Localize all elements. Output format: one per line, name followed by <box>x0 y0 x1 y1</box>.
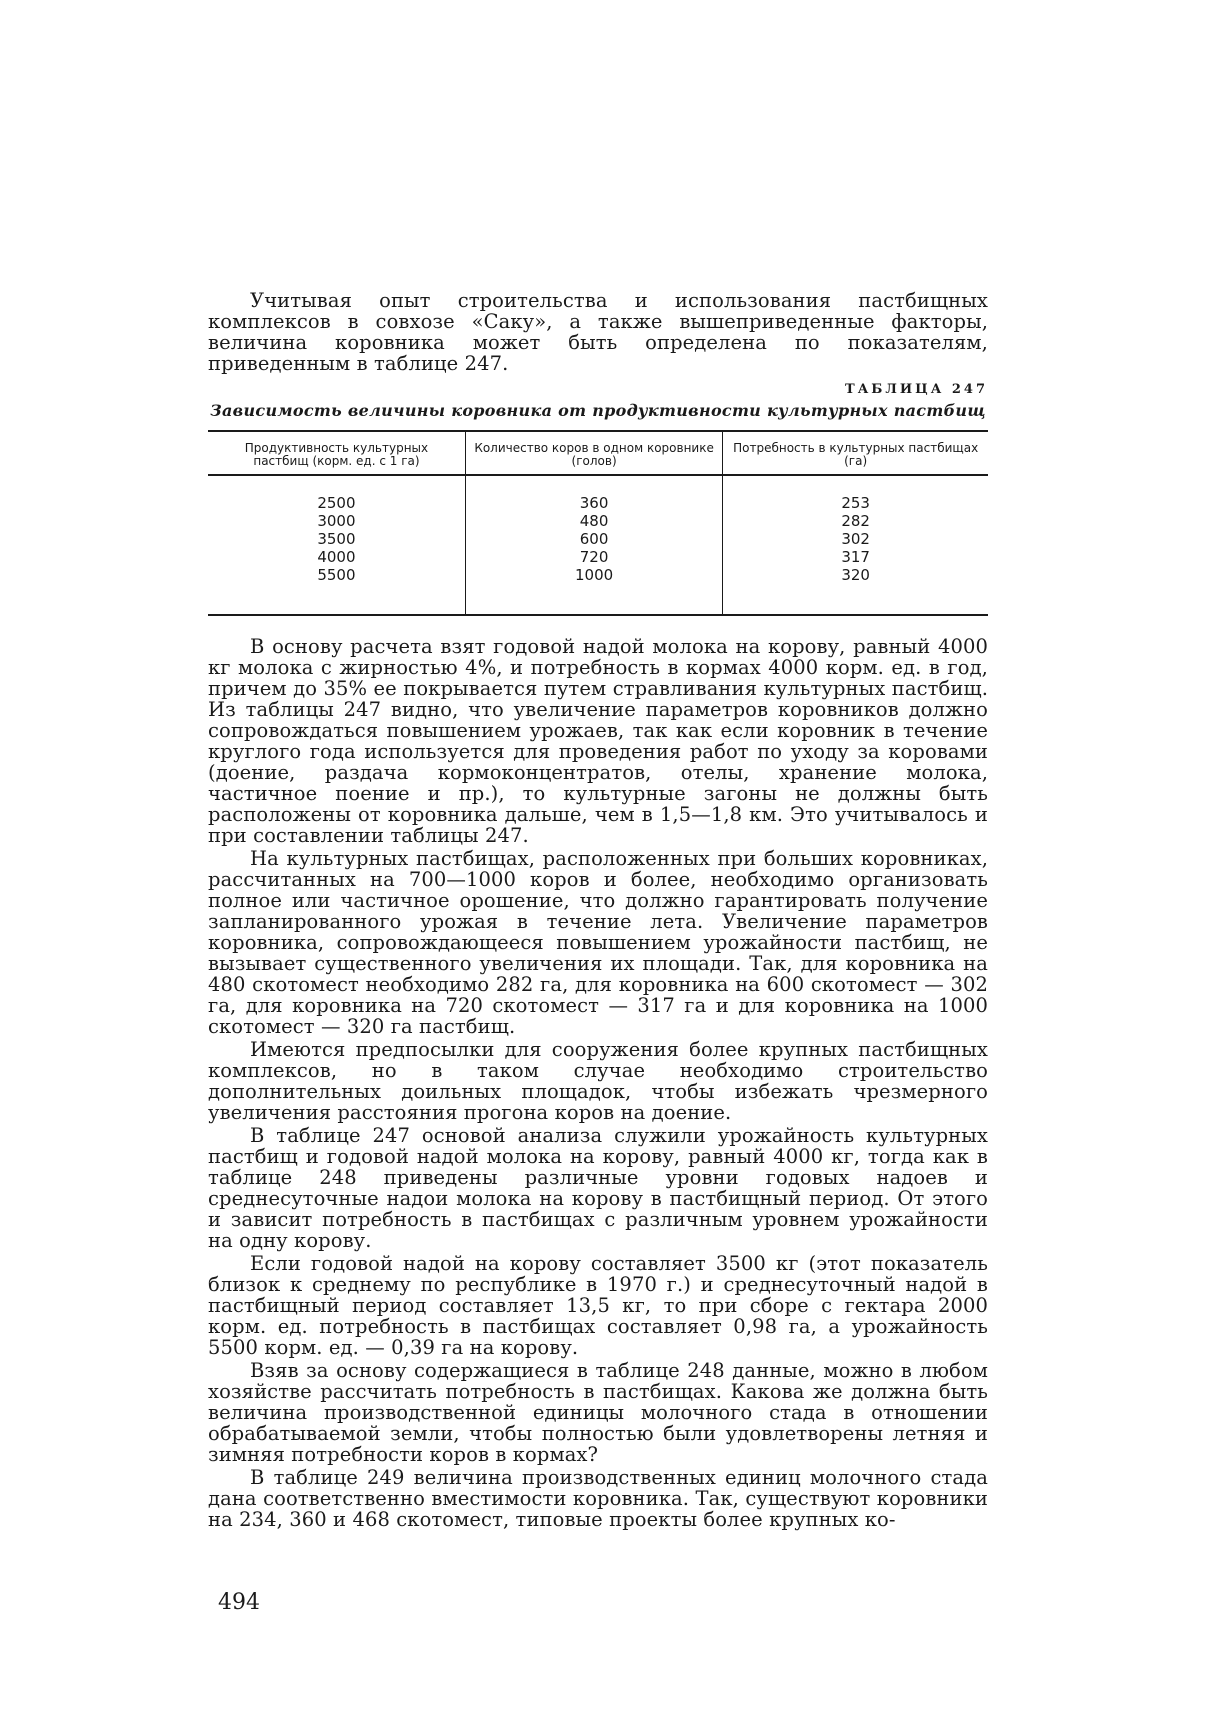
table-cell: 480 <box>579 512 609 530</box>
table-cell: 302 <box>841 530 870 548</box>
body-paragraph: В основу расчета взят годовой надой молока на корову, равный 4000 кг молока с жирностью 4%, и потребность в кормах 4000 корм. ед. в год, причем до 35% ее покрывается путем стравливания культурных пастбищ. Из таблицы 247 видно, что увеличение параметров коровников должно сопровождаться повышением урожаев, так как если коровник в течение круглого года используется для проведения работ по уходу за коровами (доение, раздача кормоконцентратов, отелы, хранение молока, частичное поение и пр.), то культурные загоны не должны быть расположены от коровника дальше, чем в 1,5—1,8 км. Это учитывалось и при составлении таблицы 247. <box>208 635 988 847</box>
table-cell: 4000 <box>317 548 356 566</box>
page-body <box>208 290 988 1530</box>
body-paragraph: На культурных пастбищах, расположенных при больших коровниках, рассчитанных на 700—1000 коров и более, необходимо организовать полное или частичное орошение, что должно гарантировать получение запланированного урожая в течение лета. Увеличение параметров коровника, сопровождающееся повышением урожайности пастбищ, не вызывает существенного увеличения их площади. Так, для коровника на 480 скотомест необходимо 282 га, для коровника на 600 скотомест — 302 га, для коровника на 720 скотомест — 317 га и для коровника на 1000 скотомест — 320 га пастбищ. <box>208 847 988 1038</box>
table-cell: 5500 <box>317 566 356 584</box>
body-paragraph: Если годовой надой на корову составляет 3500 кг (этот показатель близок к среднему по республике в 1970 г.) и среднесуточный надой в пастбищный период составляет 13,5 кг, то при сборе с гектара 2000 корм. ед. потребность в пастбищах составляет 0,98 га, а урожайность 5500 корм. ед. — 0,39 га на корову. <box>208 1252 988 1359</box>
body-paragraph: В таблице 247 основой анализа служили урожайность культурных пастбищ и годовой надой молока на корову, равный 4000 кг, тогда как в таблице 248 приведены различные уровни годовых надоев и среднесуточные надои молока на корову в пастбищный период. От этого и зависит потребность в пастбищах с различным уровнем урожайности на одну корову. <box>208 1124 988 1252</box>
header-cow-count: Количество коров в одном коровнике (голов) <box>465 431 722 475</box>
table-247 <box>208 430 988 616</box>
table-body-row <box>208 475 988 615</box>
table-cell: 600 <box>579 530 609 548</box>
column-pasture-need <box>723 475 988 615</box>
table-cell: 3000 <box>317 512 356 530</box>
intro-paragraph: Учитывая опыт строительства и использования пастбищных комплексов в совхозе «Саку», а также вышеприведенные факторы, величина коровника может быть определена по показателям, приведенным в таблице 247. <box>208 289 988 375</box>
table-cell: 1000 <box>574 566 614 584</box>
table-cell: 2500 <box>317 494 356 512</box>
table-header-row <box>208 431 988 475</box>
table-cell: 317 <box>841 548 870 566</box>
page-number: 494 <box>218 1590 260 1615</box>
table-cell: 360 <box>579 494 609 512</box>
body-paragraph: Имеются предпосылки для сооружения более крупных пастбищных комплексов, но в таком случае необходимо строительство дополнительных доильных площадок, чтобы избежать чрезмерного увеличения расстояния прогона коров на доение. <box>208 1038 988 1124</box>
column-cow-count <box>465 475 722 615</box>
table-cell: 282 <box>841 512 870 530</box>
column-productivity <box>208 475 465 615</box>
body-paragraph: Взяв за основу содержащиеся в таблице 248 данные, можно в любом хозяйстве рассчитать потребность в пастбищах. Какова же должна быть величина производственной единицы молочного стада в отношении обрабатываемой земли, чтобы полностью были удовлетворены летняя и зимняя потребности коров в кормах? <box>208 1359 988 1466</box>
table-cell: 720 <box>579 548 609 566</box>
table-caption: Зависимость величины коровника от продуктивности культурных пастбищ <box>210 401 986 420</box>
header-pasture-need: Потребность в культурных пастбищах (га) <box>723 431 988 475</box>
body-paragraph: В таблице 249 величина производственных единиц молочного стада дана соответственно вместимости коровника. Так, существуют коровники на 234, 360 и 468 скотомест, типовые проекты более крупных ко- <box>208 1466 988 1531</box>
table-cell: 3500 <box>317 530 356 548</box>
header-productivity: Продуктивность культурных пастбищ (корм. ед. с 1 га) <box>208 431 465 475</box>
table-label: ТАБЛИЦА 247 <box>845 382 988 397</box>
table-cell: 253 <box>841 494 870 512</box>
table-cell: 320 <box>841 566 870 584</box>
